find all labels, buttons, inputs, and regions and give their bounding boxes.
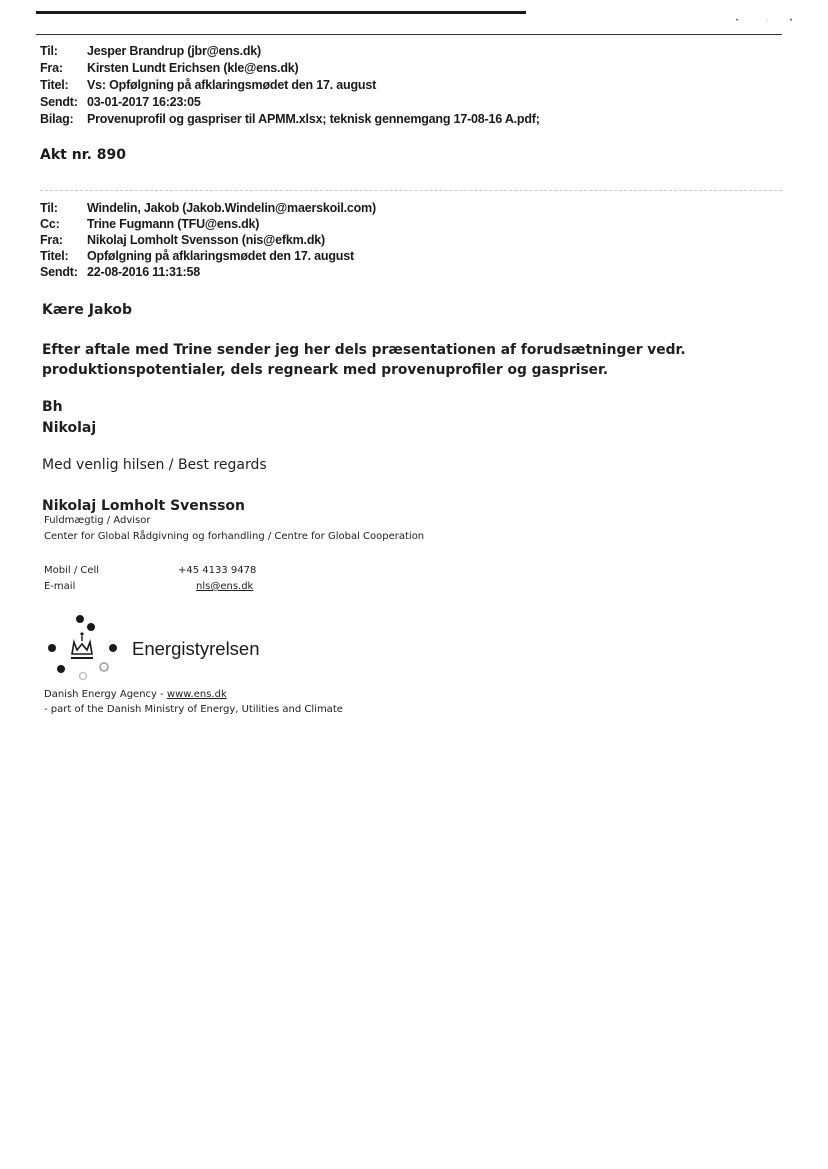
brand-name: Energistyrelsen (132, 638, 260, 659)
header-til: Til: Jesper Brandrup (jbr@ens.dk) (40, 44, 261, 58)
header-cc: Cc: Trine Fugmann (TFU@ens.dk) (40, 217, 260, 231)
header-til: Til: Windelin, Jakob (Jakob.Windelin@maerskoil.com) (40, 201, 376, 215)
recipient-email[interactable]: Windelin, Jakob (Jakob.Windelin@maerskoil.com) (87, 201, 376, 215)
email-label: E-mail (44, 581, 76, 592)
ministry-line: - part of the Danish Ministry of Energy, Utilities and Climate (44, 704, 343, 715)
email-link[interactable]: nls@ens.dk (196, 581, 254, 592)
header-fra: Fra: Nikolaj Lomholt Svensson (nis@efkm.dk) (40, 233, 325, 247)
case-number: Akt nr. 890 (40, 147, 127, 163)
energistyrelsen-crown-logo-icon (44, 614, 134, 684)
cc-email[interactable]: Trine Fugmann (TFU@ens.dk) (87, 217, 260, 231)
signature-department: Center for Global Rådgivning og forhandling / Centre for Global Cooperation (44, 531, 425, 542)
mobile-label: Mobil / Cell (44, 565, 100, 576)
header-titel: Titel: Vs: Opfølgning på afklaringsmødet den 17. august (40, 78, 377, 92)
header-sendt: Sendt: 03-01-2017 16:23:05 (40, 95, 201, 109)
top-rule (36, 11, 526, 14)
sender-email[interactable]: Kirsten Lundt Erichsen (kle@ens.dk) (87, 61, 299, 75)
agency-line: Danish Energy Agency - www.ens.dk (44, 689, 227, 700)
recipient-email[interactable]: Jesper Brandrup (jbr@ens.dk) (87, 44, 261, 58)
attachments[interactable]: Provenuprofil og gaspriser til APMM.xlsx; teknisk gennemgang 17-08-16 A.pdf; (87, 112, 540, 126)
greeting: Kære Jakob (42, 302, 133, 318)
scan-speck: • (790, 18, 793, 24)
header-fra: Fra: Kirsten Lundt Erichsen (kle@ens.dk) (40, 61, 299, 75)
header-bilag: Bilag: Provenuprofil og gaspriser til APMM.xlsx; teknisk gennemgang 17-08-16 A.pdf; (40, 112, 540, 126)
signature-title: Fuldmægtig / Advisor (44, 515, 151, 526)
scan-speck: • (736, 18, 739, 24)
scan-speck: · (766, 18, 768, 24)
header-titel: Titel: Opfølgning på afklaringsmødet den 17. august (40, 249, 354, 263)
header-sendt: Sendt: 22-08-2016 11:31:58 (40, 265, 200, 279)
regards: Med venlig hilsen / Best regards (42, 457, 267, 473)
sender-email[interactable]: Nikolaj Lomholt Svensson (nis@efkm.dk) (87, 233, 325, 247)
header-rule (36, 34, 782, 35)
agency-website-link[interactable]: www.ens.dk (166, 689, 227, 700)
closing-name: Nikolaj (42, 420, 97, 436)
closing-bh: Bh (42, 399, 63, 415)
signature-name: Nikolaj Lomholt Svensson (42, 498, 245, 514)
mobile-value[interactable]: +45 4133 9478 (178, 565, 257, 576)
message-body: Efter aftale med Trine sender jeg her dels præsentationen af forudsætninger vedr. produktionspotentialer, dels regneark med provenuprofiler og gaspriser. (42, 342, 686, 378)
message-divider (40, 190, 782, 191)
